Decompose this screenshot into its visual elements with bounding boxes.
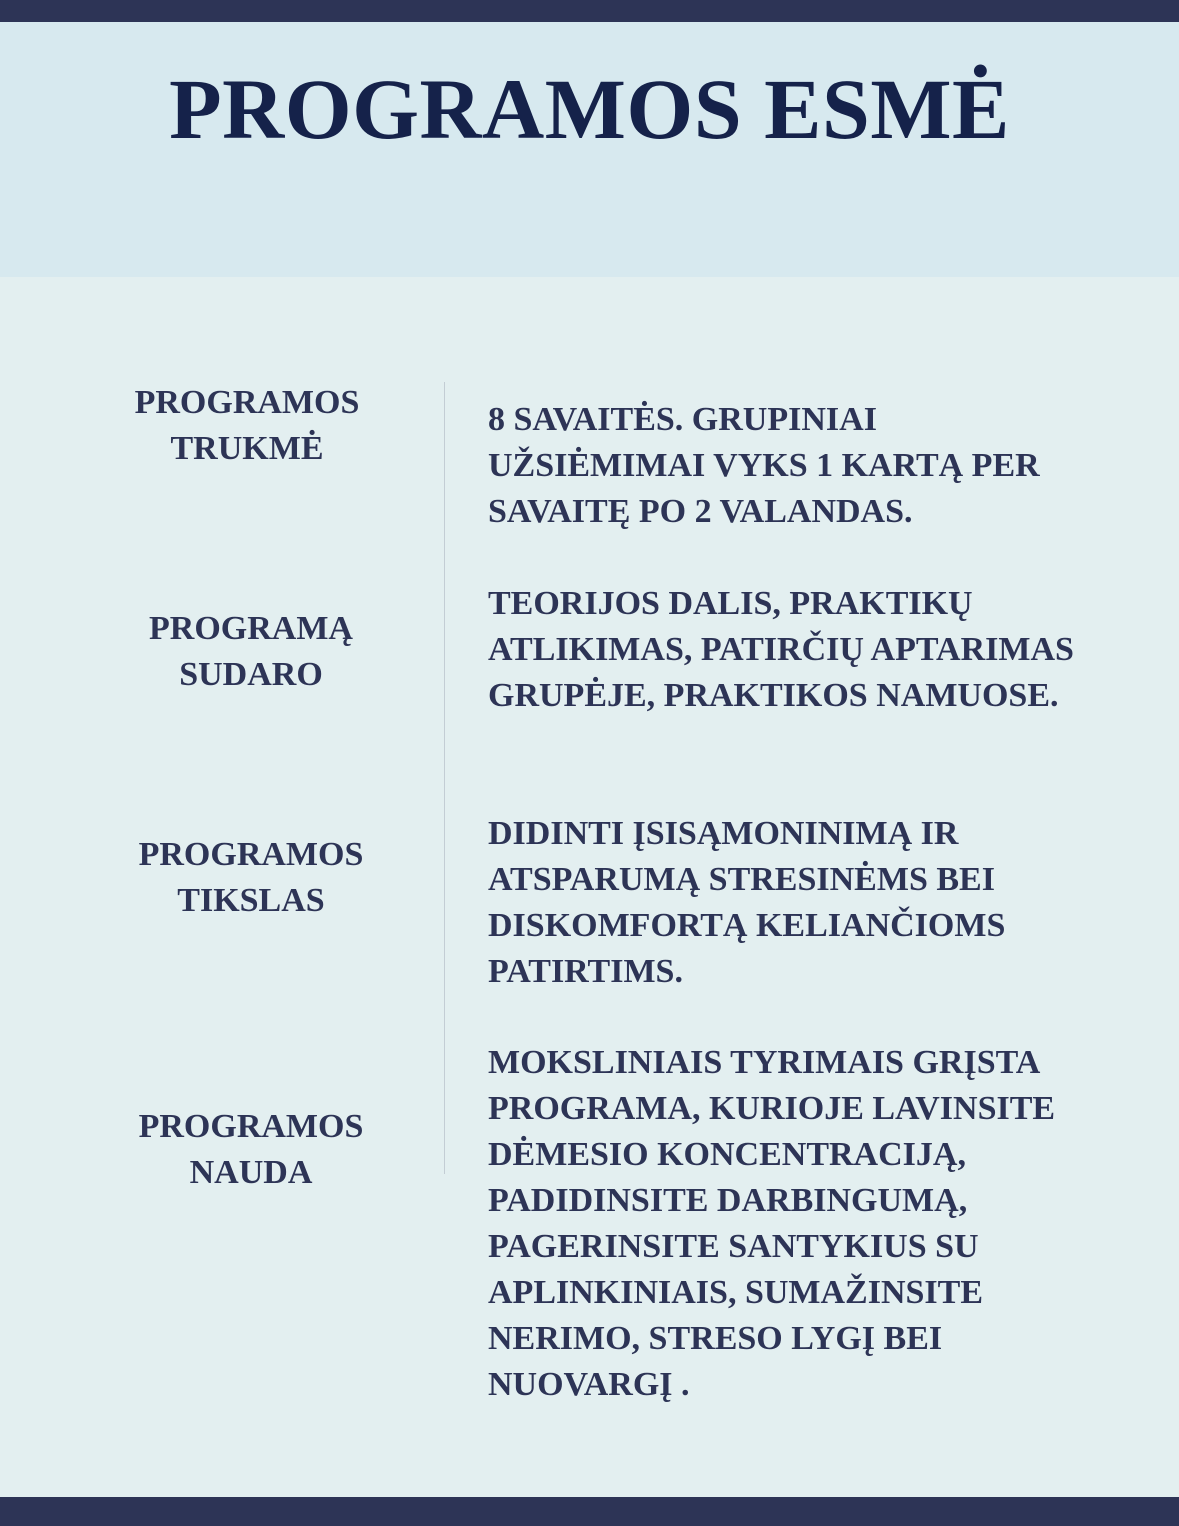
label-line: PROGRAMOS — [138, 1108, 364, 1145]
row-label-benefit — [126, 1104, 376, 1196]
row-value-duration — [488, 397, 1108, 535]
row-value-composition — [488, 581, 1108, 719]
value-line: ATLIKIMAS, PATIRČIŲ APTARIMAS — [488, 631, 1074, 668]
value-line: DĖMESIO KONCENTRACIJĄ, — [488, 1136, 966, 1173]
top-bar — [0, 0, 1179, 22]
row-value-goal — [488, 811, 1108, 995]
label-line: PROGRAMOS — [138, 836, 364, 873]
value-line: UŽSIĖMIMAI VYKS 1 KARTĄ PER — [488, 447, 1040, 484]
value-line: APLINKINIAIS, SUMAŽINSITE — [488, 1274, 984, 1311]
row-label-goal — [126, 832, 376, 924]
label-line: SUDARO — [179, 656, 323, 693]
column-divider — [444, 382, 445, 1174]
value-line: TEORIJOS DALIS, PRAKTIKŲ — [488, 585, 973, 622]
page-title: PROGRAMOS ESMĖ — [169, 61, 1010, 157]
bottom-bar — [0, 1497, 1179, 1526]
label-line: TRUKMĖ — [170, 430, 324, 467]
label-line: NAUDA — [189, 1154, 313, 1191]
label-line: TIKSLAS — [177, 882, 325, 919]
value-line: PAGERINSITE SANTYKIUS SU — [488, 1228, 979, 1265]
row-label-composition — [126, 606, 376, 698]
value-line: NERIMO, STRESO LYGĮ BEI — [488, 1320, 943, 1357]
value-line: ATSPARUMĄ STRESINĖMS BEI — [488, 861, 995, 898]
row-label-duration — [122, 380, 372, 472]
value-line: NUOVARGĮ . — [488, 1366, 690, 1403]
value-line: DIDINTI ĮSISĄMONINIMĄ IR — [488, 815, 959, 852]
value-line: PROGRAMA, KURIOJE LAVINSITE — [488, 1090, 1056, 1127]
value-line: DISKOMFORTĄ KELIANČIOMS — [488, 907, 1006, 944]
value-line: PADIDINSITE DARBINGUMĄ, — [488, 1182, 968, 1219]
label-line: PROGRAMĄ — [149, 610, 353, 647]
value-line: 8 SAVAITĖS. GRUPINIAI — [488, 401, 877, 438]
row-value-benefit — [488, 1040, 1108, 1408]
value-line: SAVAITĘ PO 2 VALANDAS. — [488, 493, 913, 530]
value-line: PATIRTIMS. — [488, 953, 683, 990]
value-line: MOKSLINIAIS TYRIMAIS GRĮSTA — [488, 1044, 1041, 1081]
label-line: PROGRAMOS — [134, 384, 360, 421]
value-line: GRUPĖJE, PRAKTIKOS NAMUOSE. — [488, 677, 1059, 714]
